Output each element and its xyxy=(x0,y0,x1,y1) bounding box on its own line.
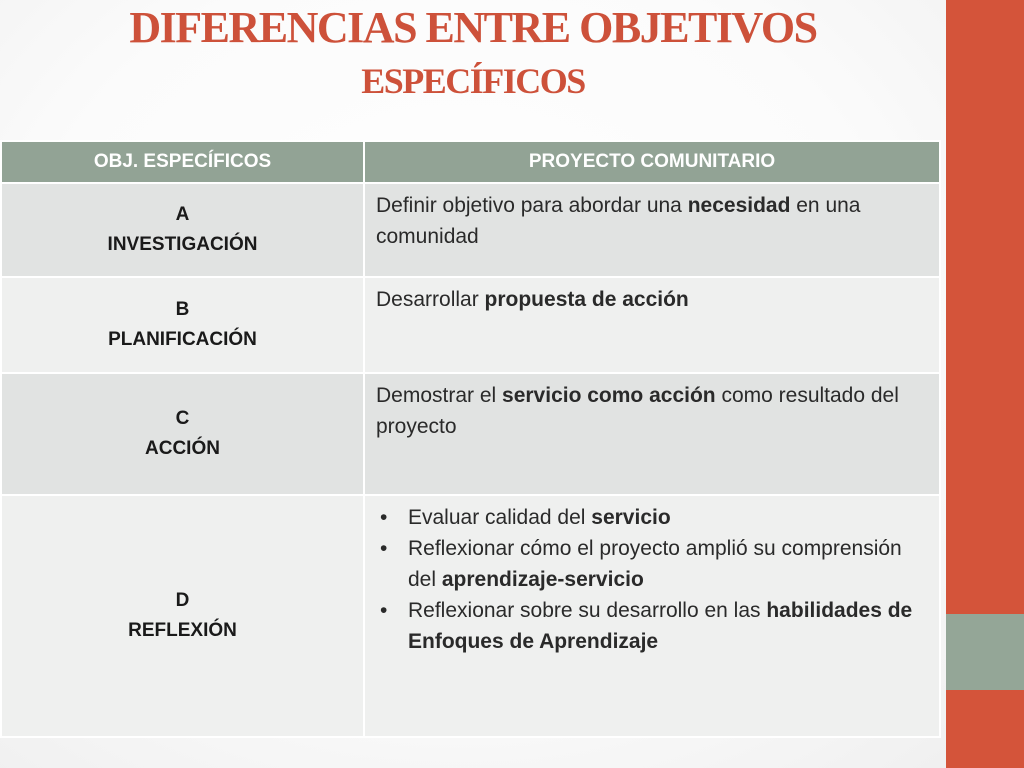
bullet-icon: • xyxy=(380,537,388,560)
header-proyecto-comunitario: PROYECTO COMUNITARIO xyxy=(364,141,940,183)
objective-name: REFLEXIÓN xyxy=(128,620,237,641)
objective-description-c xyxy=(364,373,940,495)
objective-name: ACCIÓN xyxy=(145,438,220,459)
text-run: Desarrollar xyxy=(376,288,485,311)
objective-letter: A xyxy=(175,204,190,225)
bullet-item xyxy=(376,502,923,533)
emphasis-text: servicio como acción xyxy=(502,384,716,407)
text-run: Reflexionar sobre su desarrollo en las xyxy=(408,599,767,622)
objectives-table xyxy=(0,140,941,738)
reflection-bullet-list xyxy=(376,502,923,657)
emphasis-text: necesidad xyxy=(687,194,791,217)
objective-label-c xyxy=(1,373,364,495)
text-run: Evaluar calidad del xyxy=(408,506,592,529)
text-run: en una comunidad xyxy=(376,194,861,248)
emphasis-text: propuesta de acción xyxy=(484,288,689,311)
text-run: Demostrar el xyxy=(376,384,503,407)
bullet-icon: • xyxy=(380,599,388,622)
side-strip-top-block xyxy=(946,0,1024,614)
objective-letter: B xyxy=(175,299,190,320)
text-run: Definir objetivo para abordar una xyxy=(376,194,688,217)
table-row-c xyxy=(1,373,940,495)
slide-title-line-1: DIFERENCIAS ENTRE OBJETIVOS xyxy=(129,3,817,52)
decorative-side-strip xyxy=(946,0,1024,768)
header-obj-especificos: OBJ. ESPECÍFICOS xyxy=(1,141,364,183)
emphasis-text: habilidades de Enfoques de Aprendizaje xyxy=(408,599,913,653)
objective-label-d xyxy=(1,495,364,737)
side-strip-bottom-block xyxy=(946,690,1024,768)
objective-description-a xyxy=(364,183,940,277)
emphasis-text: servicio xyxy=(591,506,671,529)
objective-label-a xyxy=(1,183,364,277)
table-row-a xyxy=(1,183,940,277)
table-row-d xyxy=(1,495,940,737)
slide-title-line-2: ESPECÍFICOS xyxy=(361,61,585,101)
table-row-b xyxy=(1,277,940,373)
objective-description-d xyxy=(364,495,940,737)
objective-name: INVESTIGACIÓN xyxy=(107,234,258,255)
bullet-item xyxy=(376,595,923,657)
table-header-row xyxy=(1,141,940,183)
bullet-icon: • xyxy=(380,506,388,529)
objective-description-b xyxy=(364,277,940,373)
text-run: Reflexionar cómo el proyecto amplió su comprensión del xyxy=(408,537,902,591)
bullet-item xyxy=(376,533,923,595)
objective-letter: C xyxy=(175,408,190,429)
bullet-text xyxy=(408,537,902,591)
objective-name: PLANIFICACIÓN xyxy=(108,329,257,350)
side-strip-middle-block xyxy=(946,614,1024,690)
objective-label-b xyxy=(1,277,364,373)
text-run: como resultado del proyecto xyxy=(376,384,899,438)
bullet-text xyxy=(408,506,671,529)
emphasis-text: aprendizaje-servicio xyxy=(441,568,644,591)
objective-letter: D xyxy=(175,590,190,611)
bullet-text xyxy=(408,599,912,653)
